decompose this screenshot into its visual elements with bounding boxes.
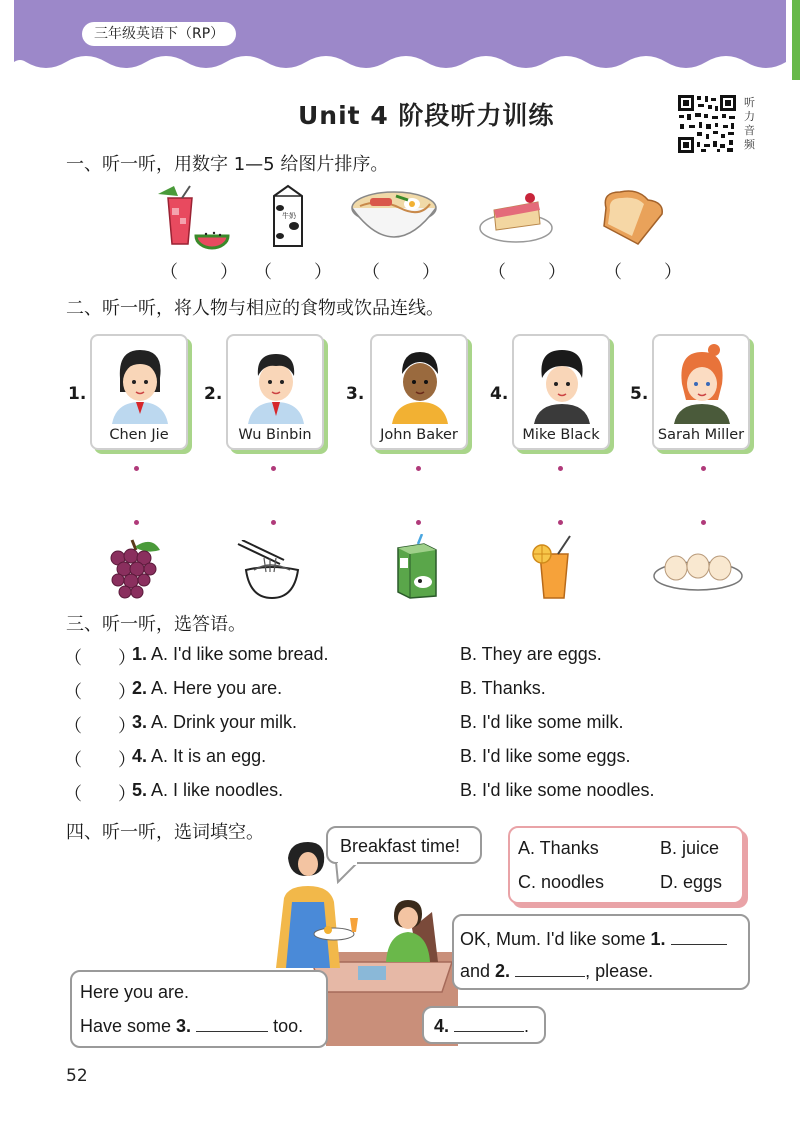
boy-thanks-bubble [422,1006,546,1044]
page-number: 52 [66,1066,88,1086]
question-1-b: B. They are eggs. [460,644,602,664]
question-1-a: 1. A. I'd like some bread. [132,644,329,664]
section3-heading: 三、听一听，选答语。 [66,614,246,635]
milk-carton-icon [270,184,306,250]
answer-paren-3[interactable]: （ ） [64,716,136,736]
question-4-a: 4. A. It is an egg. [132,746,267,766]
qr-label: 听力音频 [744,96,755,151]
header-banner [14,0,786,78]
mum-line-2: Have some 3. too. [80,1016,304,1036]
match-dot-person-5[interactable] [701,466,706,471]
answer-paren-1[interactable]: （ ） [64,648,136,668]
juice-icon [158,184,230,250]
order-paren-5[interactable]: （ ） [604,262,684,283]
section4-heading: 四、听一听，选词填空。 [66,822,264,843]
grapes-icon [104,536,164,600]
person-number: 1. [68,384,87,404]
boy-line-4: 4. . [434,1016,530,1036]
grade-tag: 三年级英语下（RP） [82,22,236,46]
person-number: 4. [490,384,509,404]
blank-1[interactable] [671,929,727,945]
noodles-bowl-icon [350,186,438,246]
boy-line-1: OK, Mum. I'd like some 1. [460,929,727,950]
person-card-mike-black [512,334,610,450]
question-5-a: 5. A. I like noodles. [132,780,284,800]
match-dot-food-2[interactable] [271,520,276,525]
breakfast-time-text: Breakfast time! [340,836,461,856]
mum-line-1: Here you are. [80,982,190,1002]
option-c: C. noodles [518,872,605,892]
girl-avatar-icon [668,344,736,424]
order-paren-4[interactable]: （ ） [488,262,568,283]
qr-code-icon[interactable] [677,94,737,154]
option-a: A. Thanks [518,838,599,858]
option-d: D. eggs [660,872,723,892]
mum-speech-bubble [70,970,328,1048]
answer-paren-5[interactable]: （ ） [64,784,136,804]
question-3-b: B. I'd like some milk. [460,712,624,732]
person-card-wu-binbin [226,334,324,450]
question-5-b: B. I'd like some noodles. [460,780,655,800]
word-options-box [508,826,744,904]
boy-line-2: and 2. , please. [460,961,654,981]
page-title: Unit 4 阶段听力训练 [298,101,555,130]
blank-3[interactable] [196,1016,268,1032]
noodles-icon [234,540,304,600]
section2-heading: 二、听一听，将人物与相应的食物或饮品连线。 [66,298,444,319]
order-paren-2[interactable]: （ ） [254,262,334,283]
cake-icon [478,188,556,248]
eggs-plate-icon [652,548,744,592]
option-b: B. juice [660,838,720,858]
milk-carton-label: 牛奶 [282,212,296,220]
order-paren-3[interactable]: （ ） [362,262,442,283]
section1-heading: 一、听一听，用数字 1—5 给图片排序。 [66,154,389,175]
person-name: Sarah Miller [657,427,745,443]
match-dot-person-4[interactable] [558,466,563,471]
person-card-sarah-miller [652,334,750,450]
match-dot-food-1[interactable] [134,520,139,525]
person-name: Wu Binbin [238,427,312,443]
bubble-tail-icon [334,862,360,884]
person-number: 5. [630,384,649,404]
boy-avatar-icon [386,344,454,424]
order-paren-1[interactable]: （ ） [160,262,240,283]
milk-box-icon [394,534,440,600]
person-number: 3. [346,384,365,404]
person-number: 2. [204,384,223,404]
match-dot-person-3[interactable] [416,466,421,471]
person-card-john-baker [370,334,468,450]
question-3-a: 3. A. Drink your milk. [132,712,298,732]
match-dot-food-5[interactable] [701,520,706,525]
bread-icon [598,186,668,250]
boy-avatar-icon [242,344,310,424]
boy-avatar-icon [528,344,596,424]
question-4-b: B. I'd like some eggs. [460,746,631,766]
blank-2[interactable] [515,961,585,977]
question-2-b: B. Thanks. [460,678,546,698]
person-name: Chen Jie [109,427,169,443]
match-dot-food-3[interactable] [416,520,421,525]
match-dot-person-1[interactable] [134,466,139,471]
answer-paren-4[interactable]: （ ） [64,750,136,770]
page-edge-strip [792,0,800,80]
juice-glass-icon [528,534,578,602]
answer-paren-2[interactable]: （ ） [64,682,136,702]
person-name: Mike Black [522,427,600,443]
blank-4[interactable] [454,1016,524,1032]
person-card-chen-jie [90,334,188,450]
person-name: John Baker [380,427,458,443]
match-dot-food-4[interactable] [558,520,563,525]
girl-avatar-icon [106,344,174,424]
breakfast-time-bubble [326,826,482,864]
question-2-a: 2. A. Here you are. [132,678,283,698]
match-dot-person-2[interactable] [271,466,276,471]
boy-speech-bubble [452,914,750,990]
